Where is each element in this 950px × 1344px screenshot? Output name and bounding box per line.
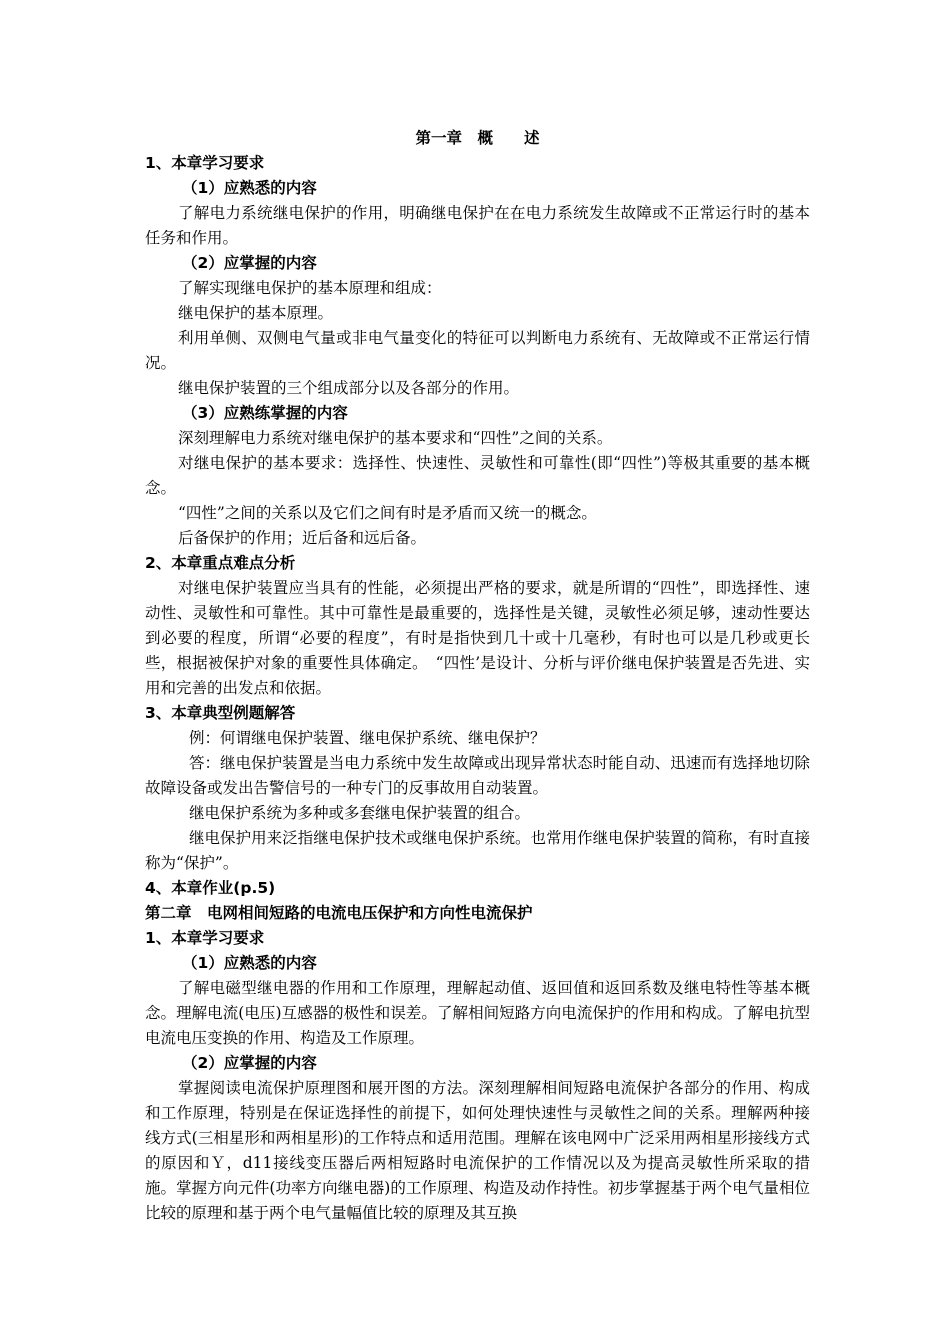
chapter2-section1-heading: 1、本章学习要求 [145, 929, 265, 947]
chapter1-subsection2-heading: （2）应掌握的内容 [182, 254, 317, 272]
chapter1-subsection1-heading: （1）应熟悉的内容 [182, 179, 317, 197]
paragraph: 利用单侧、双侧电气量或非电气量变化的特征可以判断电力系统有、无故障或不正常运行情况。 [145, 329, 810, 372]
paragraph: 对继电保护的基本要求：选择性、快速性、灵敏性和可靠性(即“四性”)等极其重要的基本概念。 [145, 454, 810, 497]
paragraph: 深刻理解电力系统对继电保护的基本要求和“四性”之间的关系。 [178, 429, 613, 447]
paragraph: 继电保护的基本原理。 [178, 304, 334, 322]
chapter1-title: 第一章 概 述 [415, 129, 540, 147]
paragraph: 继电保护用来泛指继电保护技术或继电保护系统。也常用作继电保护装置的简称，有时直接称为“保护”。 [145, 829, 810, 872]
paragraph: 继电保护系统为多种或多套继电保护装置的组合。 [189, 804, 531, 822]
chapter2-subsection2-heading: （2）应掌握的内容 [182, 1054, 317, 1072]
paragraph: 了解电磁型继电器的作用和工作原理，理解起动值、返回值和返回系数及继电特性等基本概念。理解电流(电压)互感器的极性和误差。了解相间短路方向电流保护的作用和构成。了解电抗型电流电压变换的作用、构造及工作原理。 [145, 979, 810, 1047]
chapter2-subsection1-heading: （1）应熟悉的内容 [182, 954, 317, 972]
document-page [145, 126, 810, 1226]
chapter1-section2-heading: 2、本章重点难点分析 [145, 554, 296, 572]
chapter1-section3-heading: 3、本章典型例题解答 [145, 704, 296, 722]
paragraph: 对继电保护装置应当具有的性能，必须提出严格的要求，就是所谓的“四性”，即选择性、速动性、灵敏性和可靠性。其中可靠性是最重要的，选择性是关键，灵敏性必须足够，速动性要达到必要的程度，所谓“必要的程度”，有时是指快到几十或十几毫秒，有时也可以是几秒或更长些，根据被保护对象的重要性具体确定。 “四性’是设计、分析与评价继电保护装置是否先进、实用和完善的出发点和依据。 [145, 579, 810, 697]
paragraph: 掌握阅读电流保护原理图和展开图的方法。深刻理解相间短路电流保护各部分的作用、构成和工作原理，特别是在保证选择性的前提下，如何处理快速性与灵敏性之间的关系。理解两种接线方式(三相星形和两相星形)的工作特点和适用范围。理解在该电网中广泛采用两相星形接线方式的原因和Ｙ，d11接线变压器后两相短路时电流保护的工作情况以及为提高灵敏性所采取的措施。掌握方向元件(功率方向继电器)的工作原理、构造及动作持性。初步掌握基于两个电气量相位比较的原理和基于两个电气量幅值比较的原理及其互换 [145, 1079, 810, 1222]
paragraph: 后备保护的作用；近后备和远后备。 [178, 529, 427, 547]
chapter1-section1-heading: 1、本章学习要求 [145, 154, 265, 172]
paragraph: “四性”之间的关系以及它们之间有时是矛盾而又统一的概念。 [178, 504, 597, 522]
paragraph: 了解实现继电保护的基本原理和组成： [178, 279, 442, 297]
example-question: 例：何谓继电保护装置、继电保护系统、继电保护？ [189, 729, 546, 747]
chapter1-section4-heading: 4、本章作业(p.5) [145, 879, 276, 897]
chapter2-title: 第二章 电网相间短路的电流电压保护和方向性电流保护 [145, 904, 533, 922]
chapter1-subsection3-heading: （3）应熟练掌握的内容 [182, 404, 348, 422]
example-answer: 答：继电保护装置是当电力系统中发生故障或出现异常状态时能自动、迅速而有选择地切除故障设备或发出告警信号的一种专门的反事故用自动装置。 [145, 754, 810, 797]
paragraph: 了解电力系统继电保护的作用，明确继电保护在在电力系统发生故障或不正常运行时的基本任务和作用。 [145, 204, 810, 247]
paragraph: 继电保护装置的三个组成部分以及各部分的作用。 [178, 379, 520, 397]
